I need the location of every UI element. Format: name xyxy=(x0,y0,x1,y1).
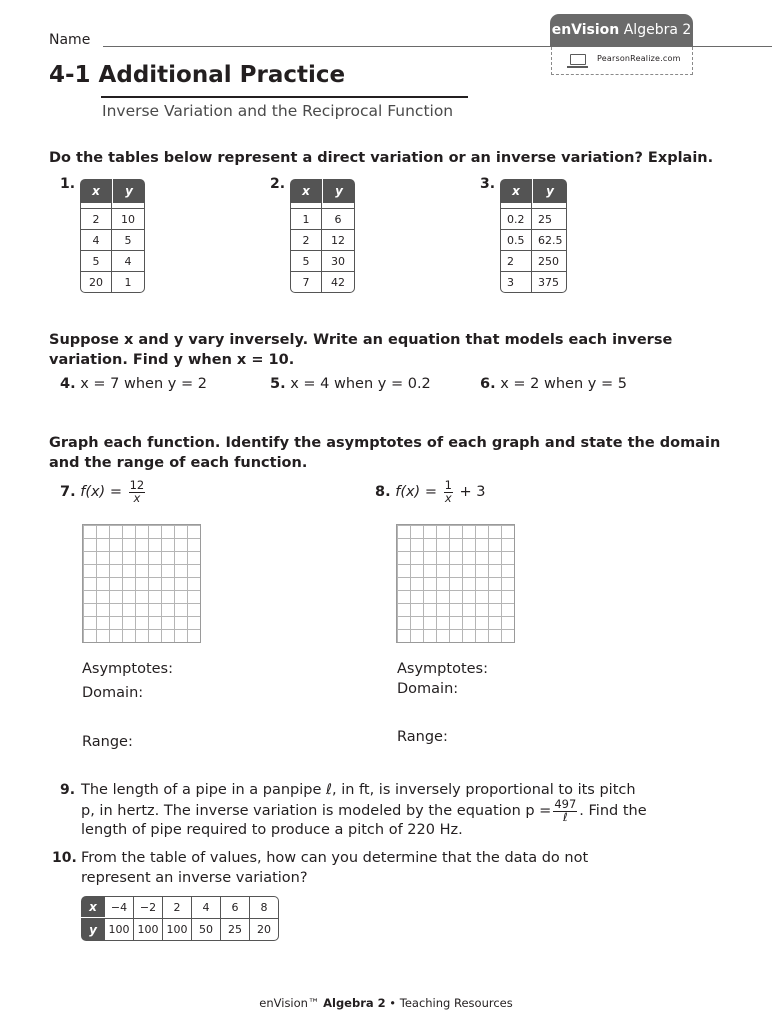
brand-prefix: enVision xyxy=(551,22,620,38)
y-cell: 100 xyxy=(163,918,192,941)
problem9-line3: length of pipe required to produce a pitch of 220 Hz. xyxy=(81,822,463,838)
x-cell: 20 xyxy=(80,272,112,293)
denominator: x xyxy=(133,490,141,505)
function-lhs: f(x) = xyxy=(80,484,122,500)
domain-label-7: Domain: xyxy=(82,685,144,701)
x-header: x xyxy=(81,896,105,918)
problem-5 xyxy=(270,376,431,392)
x-cell: 6 xyxy=(221,896,250,918)
x-header: x xyxy=(80,179,112,203)
table-row xyxy=(81,918,279,941)
y-cell: 250 xyxy=(532,251,567,272)
numerator: 12 xyxy=(129,478,145,492)
x-cell: 7 xyxy=(290,272,322,293)
graph-grid-8 xyxy=(396,524,515,643)
footer-bold: Algebra 2 xyxy=(323,996,386,1010)
x-cell: 5 xyxy=(80,251,112,272)
y-cell: 100 xyxy=(105,918,134,941)
problem-7 xyxy=(60,480,147,504)
x-cell: 0.2 xyxy=(500,209,532,230)
fraction xyxy=(129,480,146,504)
y-header: y xyxy=(532,179,567,203)
x-header: x xyxy=(500,179,532,203)
x-cell: 1 xyxy=(290,209,322,230)
table-row xyxy=(290,272,355,293)
footer-suffix: • Teaching Resources xyxy=(385,996,513,1010)
problem9-line2-before: p, in hertz. The inverse variation is modeled by the equation p = xyxy=(81,803,552,819)
table-row xyxy=(80,272,145,293)
problem-number: 3. xyxy=(480,176,496,192)
x-cell: 2 xyxy=(163,896,192,918)
problem-6 xyxy=(480,376,627,392)
realize-url: PearsonRealize.com xyxy=(597,54,681,63)
y-cell: 50 xyxy=(192,918,221,941)
table-row xyxy=(290,230,355,251)
x-cell: 0.5 xyxy=(500,230,532,251)
y-header: y xyxy=(81,918,105,941)
y-header: y xyxy=(112,179,145,203)
x-cell: 8 xyxy=(250,896,279,918)
table-row xyxy=(500,251,567,272)
x-cell: 2 xyxy=(290,230,322,251)
problem10-line1: From the table of values, how can you determine that the data do not xyxy=(81,850,589,866)
problem-text: x = 4 when y = 0.2 xyxy=(290,376,431,392)
y-cell: 4 xyxy=(112,251,145,272)
table-row xyxy=(290,251,355,272)
y-cell: 12 xyxy=(322,230,355,251)
y-cell: 1 xyxy=(112,272,145,293)
y-cell: 25 xyxy=(532,209,567,230)
asymptotes-label-7: Asymptotes: xyxy=(82,661,173,677)
problem-number: 2. xyxy=(270,176,286,192)
y-cell: 375 xyxy=(532,272,567,293)
x-cell: 2 xyxy=(80,209,112,230)
fraction xyxy=(553,799,577,823)
laptop-icon xyxy=(570,54,586,65)
range-label-7: Range: xyxy=(82,734,133,750)
section3-heading-line2: and the range of each function. xyxy=(49,455,308,471)
page-footer xyxy=(0,996,772,1010)
problem10-line2: represent an inverse variation? xyxy=(81,870,308,886)
table-problem-10 xyxy=(81,896,279,941)
section1-heading: Do the tables below represent a direct variation or an inverse variation? Explain. xyxy=(49,150,714,166)
x-cell: 5 xyxy=(290,251,322,272)
range-label-8: Range: xyxy=(397,729,448,745)
y-header: y xyxy=(322,179,355,203)
denominator: ℓ xyxy=(562,809,568,824)
y-cell: 30 xyxy=(322,251,355,272)
function-tail: + 3 xyxy=(459,484,486,500)
problem-number: 8. xyxy=(375,484,391,500)
page-title: 4-1 Additional Practice xyxy=(49,62,346,88)
page-subtitle: Inverse Variation and the Reciprocal Function xyxy=(102,102,454,120)
problem-number: 10. xyxy=(52,850,77,866)
x-cell: −4 xyxy=(105,896,134,918)
y-cell: 62.5 xyxy=(532,230,567,251)
table-row xyxy=(80,209,145,230)
graph-grid-7 xyxy=(82,524,201,643)
table-row xyxy=(500,230,567,251)
y-cell: 25 xyxy=(221,918,250,941)
section3-heading-line1: Graph each function. Identify the asymptotes of each graph and state the domain xyxy=(49,435,721,451)
table-problem-3 xyxy=(500,179,567,293)
problem-number: 6. xyxy=(480,376,496,392)
section2-heading-line1: Suppose x and y vary inversely. Write an equation that models each inverse xyxy=(49,332,673,348)
table-row xyxy=(290,209,355,230)
problem-number: 1. xyxy=(60,176,76,192)
name-label: Name xyxy=(49,32,91,48)
problem9-line2-after: . Find the xyxy=(579,803,647,819)
y-cell: 20 xyxy=(250,918,279,941)
problem-number: 5. xyxy=(270,376,286,392)
section2-heading-line2: variation. Find y when x = 10. xyxy=(49,352,295,368)
denominator: x xyxy=(444,490,452,505)
y-cell: 6 xyxy=(322,209,355,230)
brand-suffix: Algebra 2 xyxy=(619,22,692,38)
numerator: 1 xyxy=(444,478,452,492)
x-cell: 4 xyxy=(80,230,112,251)
problem-number: 4. xyxy=(60,376,76,392)
problem-text: x = 7 when y = 2 xyxy=(80,376,207,392)
numerator: 497 xyxy=(554,797,577,811)
table-row xyxy=(80,230,145,251)
problem9-line2 xyxy=(81,799,647,823)
problem9-line1: The length of a pipe in a panpipe ℓ, in ft, is inversely proportional to its pitch xyxy=(81,782,636,798)
problem-number: 9. xyxy=(60,782,76,798)
x-header: x xyxy=(290,179,322,203)
fraction xyxy=(444,480,453,504)
problem-text: x = 2 when y = 5 xyxy=(500,376,627,392)
domain-label-8: Domain: xyxy=(397,681,459,697)
x-cell: −2 xyxy=(134,896,163,918)
y-cell: 100 xyxy=(134,918,163,941)
problem-8 xyxy=(375,480,486,504)
x-cell: 4 xyxy=(192,896,221,918)
y-cell: 10 xyxy=(112,209,145,230)
problem-number: 7. xyxy=(60,484,76,500)
table-problem-1 xyxy=(80,179,145,293)
table-problem-2 xyxy=(290,179,355,293)
y-cell: 5 xyxy=(112,230,145,251)
title-rule xyxy=(101,96,468,98)
table-row xyxy=(81,896,279,918)
table-row xyxy=(80,251,145,272)
x-cell: 2 xyxy=(500,251,532,272)
footer-prefix: enVision™ xyxy=(259,996,324,1010)
problem-4 xyxy=(60,376,207,392)
function-lhs: f(x) = xyxy=(395,484,437,500)
asymptotes-label-8: Asymptotes: xyxy=(397,661,488,677)
envision-algebra-2-logo xyxy=(550,14,693,46)
y-cell: 42 xyxy=(322,272,355,293)
x-cell: 3 xyxy=(500,272,532,293)
table-row xyxy=(500,272,567,293)
table-row xyxy=(500,209,567,230)
